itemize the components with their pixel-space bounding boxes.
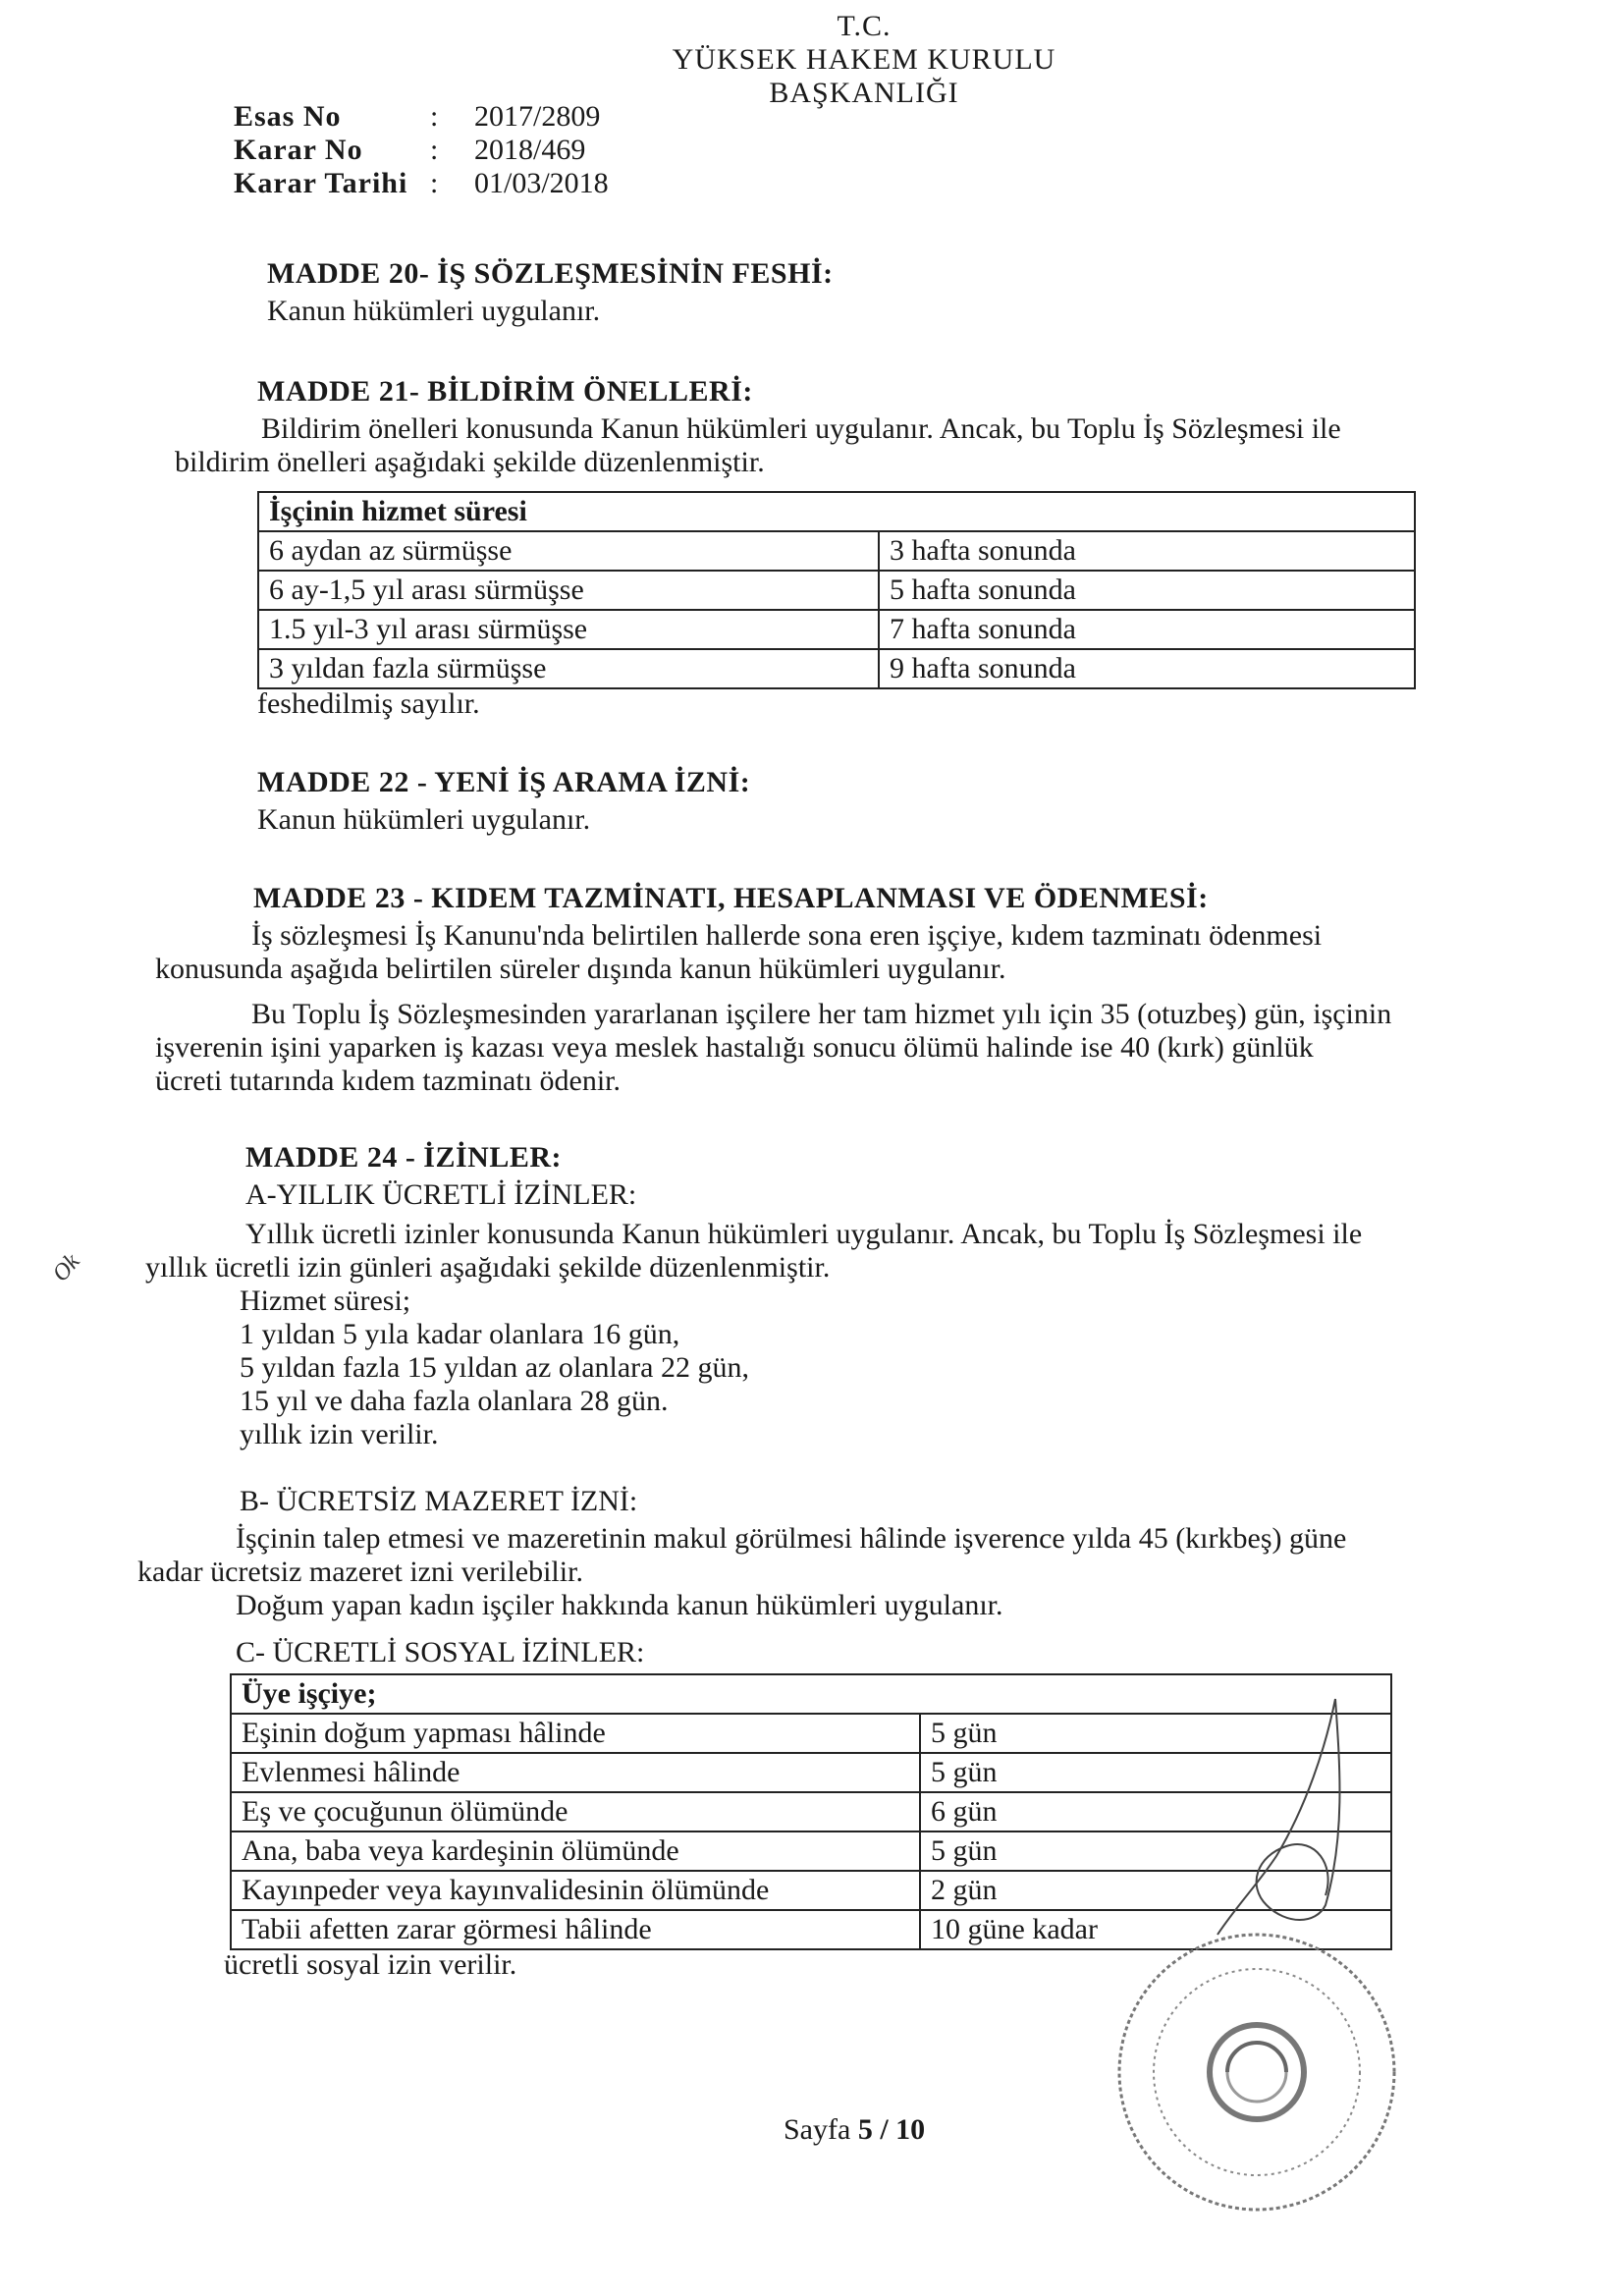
table-row (258, 571, 1415, 610)
karar-separator: : (430, 134, 439, 166)
article-21-paragraph (175, 412, 1341, 479)
leave-reason-cell: Eş ve çocuğunun ölümünde (231, 1792, 920, 1831)
notice-period-cell: 7 hafta sonunda (879, 610, 1415, 649)
table-row (258, 531, 1415, 571)
article-23-p1-line-2: konusunda aşağıda belirtilen süreler dışında kanun hükümleri uygulanır. (155, 953, 1006, 985)
article-21-line-2: bildirim önelleri aşağıdaki şekilde düzenlenmiştir. (175, 446, 765, 478)
leave-reason-cell: Tabii afetten zarar görmesi hâlinde (231, 1910, 920, 1949)
article-23-p2-line-1: Bu Toplu İş Sözleşmesinden yararlanan işçilere her tam hizmet yılı için 35 (otuzbeş) gün, işçinin (251, 998, 1392, 1030)
article-23-paragraph-1 (155, 919, 1322, 986)
article-23-p2-line-3: ücreti tutarında kıdem tazminatı ödenir. (155, 1065, 622, 1097)
tarih-label: Karar Tarihi (234, 167, 408, 199)
table-header-cell: Üye işçiye; (231, 1674, 1391, 1714)
karar-label: Karar No (234, 134, 363, 166)
service-duration-cell: 6 aydan az sürmüşse (258, 531, 879, 571)
article-21-title: MADDE 21- BİLDİRİM ÖNELLERİ: (257, 375, 753, 408)
service-duration-cell: 6 ay-1,5 yıl arası sürmüşse (258, 571, 879, 610)
article-21-line-1: Bildirim önelleri konusunda Kanun hükümleri uygulanır. Ancak, bu Toplu İş Sözleşmesi ile (261, 412, 1341, 445)
service-duration-cell: 1.5 yıl-3 yıl arası sürmüşse (258, 610, 879, 649)
official-stamp-icon (1109, 1925, 1404, 2219)
tarih-value: 01/03/2018 (474, 167, 609, 199)
section-a-line-3: Hizmet süresi; (240, 1285, 411, 1317)
section-a-line-7: yıllık izin verilir. (240, 1418, 439, 1450)
article-22-title: MADDE 22 - YENİ İŞ ARAMA İZNİ: (257, 766, 751, 798)
section-a-line-2: yıllık ücretli izin günleri aşağıdaki şekilde düzenlenmiştir. (145, 1251, 831, 1284)
section-a-line-4: 1 yıldan 5 yıla kadar olanlara 16 gün, (240, 1318, 680, 1350)
tarih-row (234, 167, 609, 200)
leave-reason-cell: Evlenmesi hâlinde (231, 1753, 920, 1792)
section-b-line-3: Doğum yapan kadın işçiler hakkında kanun hükümleri uygulanır. (236, 1589, 1003, 1621)
leave-days-cell: 10 güne kadar (920, 1910, 1391, 1949)
leave-days-cell: 6 gün (920, 1792, 1391, 1831)
section-a-body (145, 1218, 1362, 1451)
table-row (258, 649, 1415, 688)
article-20-text: Kanun hükümleri uygulanır. (267, 295, 601, 327)
table-header-row (258, 492, 1415, 531)
table-row (258, 610, 1415, 649)
article-23-p1-line-1: İş sözleşmesi İş Kanunu'nda belirtilen hallerde sona eren işçiye, kıdem tazminatı ödenmesi (251, 919, 1323, 952)
page-prefix: Sayfa (784, 2113, 851, 2146)
header-tc: T.C. (837, 10, 892, 42)
case-meta (234, 100, 609, 200)
esas-separator: : (430, 100, 439, 133)
margin-note: Ok (47, 1249, 85, 1287)
article-21-after: feshedilmiş sayılır. (257, 687, 480, 720)
leave-reason-cell: Kayınpeder veya kayınvalidesinin ölümünde (231, 1871, 920, 1910)
header-presidency: BAŞKANLIĞI (769, 77, 959, 109)
tarih-separator: : (430, 167, 439, 199)
document-header (589, 10, 1139, 110)
esas-row (234, 100, 609, 134)
section-a-line-6: 15 yıl ve daha fazla olanlara 28 gün. (240, 1385, 669, 1417)
section-a-line-5: 5 yıldan fazla 15 yıldan az olanlara 22 gün, (240, 1351, 749, 1384)
page-value: 5 / 10 (857, 2113, 926, 2146)
notice-period-cell: 3 hafta sonunda (879, 531, 1415, 571)
esas-label: Esas No (234, 100, 342, 133)
leave-days-cell: 2 gün (920, 1871, 1391, 1910)
page-number (784, 2113, 925, 2147)
section-c-title: C- ÜCRETLİ SOSYAL İZİNLER: (236, 1636, 645, 1668)
leave-reason-cell: Ana, baba veya kardeşinin ölümünde (231, 1831, 920, 1871)
article-20-title: MADDE 20- İŞ SÖZLEŞMESİNİN FESHİ: (267, 257, 834, 290)
section-a-title: A-YILLIK ÜCRETLİ İZİNLER: (245, 1178, 637, 1211)
section-b-title: B- ÜCRETSİZ MAZERET İZNİ: (240, 1485, 638, 1517)
signature-icon (1178, 1689, 1355, 1944)
service-duration-cell: 3 yıldan fazla sürmüşse (258, 649, 879, 688)
notice-period-cell: 9 hafta sonunda (879, 649, 1415, 688)
article-23-p2-line-2: işverenin işini yaparken iş kazası veya meslek hastalığı sonucu ölümü halinde ise 40 (kırk) günlük (155, 1031, 1314, 1064)
article-24-title: MADDE 24 - İZİNLER: (245, 1141, 563, 1174)
leave-days-cell: 5 gün (920, 1831, 1391, 1871)
notice-period-table (257, 491, 1416, 689)
section-c-after: ücretli sosyal izin verilir. (224, 1948, 517, 1981)
esas-value: 2017/2809 (474, 100, 601, 133)
karar-value: 2018/469 (474, 134, 586, 166)
article-23-title: MADDE 23 - KIDEM TAZMİNATI, HESAPLANMASI VE ÖDENMESİ: (253, 882, 1209, 914)
section-b-body (137, 1522, 1346, 1622)
section-b-line-1: İşçinin talep etmesi ve mazeretinin makul görülmesi hâlinde işverence yılda 45 (kırkbeş) güne (236, 1522, 1347, 1555)
karar-row (234, 134, 609, 167)
leave-days-cell: 5 gün (920, 1714, 1391, 1753)
header-institution: YÜKSEK HAKEM KURULU (672, 43, 1056, 76)
notice-period-cell: 5 hafta sonunda (879, 571, 1415, 610)
article-23-paragraph-2 (155, 998, 1391, 1098)
article-22-text: Kanun hükümleri uygulanır. (257, 803, 591, 836)
leave-days-cell: 5 gün (920, 1753, 1391, 1792)
table-header-cell: İşçinin hizmet süresi (258, 492, 1415, 531)
section-a-line-1: Yıllık ücretli izinler konusunda Kanun hükümleri uygulanır. Ancak, bu Toplu İş Sözleşmesi ile (245, 1218, 1363, 1250)
leave-reason-cell: Eşinin doğum yapması hâlinde (231, 1714, 920, 1753)
section-b-line-2: kadar ücretsiz mazeret izni verilebilir. (137, 1556, 583, 1588)
